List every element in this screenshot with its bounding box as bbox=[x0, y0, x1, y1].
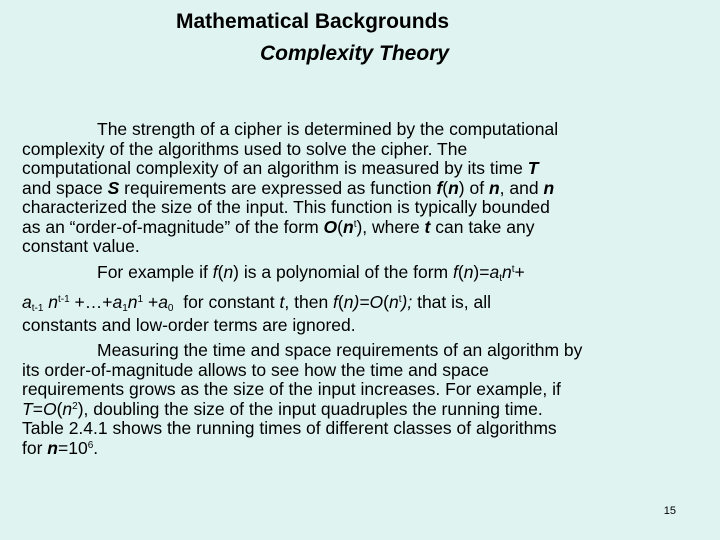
math-symbol: n bbox=[488, 177, 500, 198]
math-symbol: n bbox=[448, 177, 459, 198]
text-run: )= bbox=[473, 261, 490, 282]
math-symbol: O bbox=[323, 216, 338, 237]
paragraph-line: complexity of the algorithms used to solve the cipher. The bbox=[22, 138, 468, 159]
math-symbol: n bbox=[127, 292, 138, 312]
math-symbol: n bbox=[343, 292, 354, 312]
text-run: computational complexity of an algorithm is measured by its time bbox=[22, 158, 528, 178]
math-symbol: )= bbox=[353, 292, 370, 312]
text-run: +…+ bbox=[69, 292, 113, 312]
math-symbol: O bbox=[369, 292, 384, 312]
text-run: for constant bbox=[173, 292, 280, 312]
math-symbol: O bbox=[42, 398, 57, 419]
math-symbol: n bbox=[463, 261, 474, 282]
text-run: ), where bbox=[356, 216, 425, 237]
math-symbol: n bbox=[342, 216, 354, 237]
text-run: =10 bbox=[58, 437, 88, 458]
math-symbol: S bbox=[107, 177, 120, 198]
subscript: 1 bbox=[122, 303, 128, 314]
text-run: = bbox=[32, 398, 43, 419]
math-symbol: a bbox=[22, 292, 32, 312]
paragraph-line bbox=[22, 439, 702, 459]
paragraph-line bbox=[22, 218, 702, 238]
paragraph-1 bbox=[22, 120, 702, 257]
math-symbol: n bbox=[502, 261, 512, 282]
page-number: 15 bbox=[663, 505, 676, 517]
text-run: for bbox=[22, 437, 48, 458]
paragraph-line bbox=[22, 400, 702, 420]
superscript: t bbox=[353, 218, 357, 230]
paragraph-line: requirements grows as the size of the input increases. For example, if bbox=[22, 379, 561, 399]
text-run: can take any bbox=[430, 216, 535, 237]
text-run: + bbox=[143, 292, 159, 312]
text-run: ) of bbox=[458, 177, 489, 198]
math-symbol: t bbox=[424, 216, 431, 237]
paragraph-line bbox=[22, 293, 702, 313]
paragraph-line: Table 2.4.1 shows the running times of different classes of algorithms bbox=[22, 418, 557, 438]
subscript: 0 bbox=[167, 303, 174, 314]
math-symbol: a bbox=[489, 261, 500, 282]
text-run: ), doubling the size of the input quadruples the running time. bbox=[77, 398, 543, 419]
math-symbol: T bbox=[527, 158, 539, 178]
paragraph-3 bbox=[22, 341, 702, 458]
text-run: ( bbox=[457, 261, 464, 282]
math-symbol: n bbox=[389, 292, 399, 312]
text-run: , then bbox=[284, 292, 334, 312]
text-run: ( bbox=[337, 216, 343, 237]
superscript: 6 bbox=[87, 439, 94, 451]
paragraph-line bbox=[22, 179, 702, 199]
text-run: For example if bbox=[97, 261, 213, 282]
superscript: t bbox=[511, 263, 515, 275]
subscript: t-1 bbox=[31, 303, 44, 314]
paragraph-line bbox=[22, 263, 702, 283]
text-run: , and bbox=[499, 177, 544, 198]
text-run: that is, all bbox=[412, 292, 492, 312]
math-symbol: T bbox=[22, 398, 33, 419]
superscript: t-1 bbox=[58, 294, 70, 305]
math-symbol: f bbox=[436, 177, 443, 198]
subscript: t bbox=[499, 272, 502, 284]
text-run: ( bbox=[56, 398, 63, 419]
math-symbol: n bbox=[43, 292, 59, 312]
text-run: ( bbox=[217, 261, 224, 282]
math-symbol: ); bbox=[401, 292, 413, 312]
superscript: t bbox=[398, 294, 402, 305]
text-run: . bbox=[93, 437, 99, 458]
paragraph-line: constants and low-order terms are ignored. bbox=[22, 314, 356, 335]
text-run: + bbox=[514, 261, 525, 282]
math-symbol: n bbox=[223, 261, 234, 282]
slide-subtitle: Complexity Theory bbox=[260, 42, 450, 65]
math-symbol: f bbox=[212, 261, 218, 282]
math-symbol: n bbox=[47, 437, 58, 458]
paragraph-line: constant value. bbox=[22, 236, 140, 256]
text-run: ( bbox=[337, 292, 344, 312]
paragraph-line: its order-of-magnitude allows to see how the time and space bbox=[22, 359, 489, 380]
paragraph-line: characterized the size of the input. This function is typically bounded bbox=[22, 197, 550, 217]
math-symbol: n bbox=[543, 177, 555, 198]
text-run: as an “order-of-magnitude” of the form bbox=[22, 216, 324, 237]
slide-body bbox=[22, 120, 702, 458]
text-run: requirements are expressed as function bbox=[119, 177, 437, 198]
paragraph-2 bbox=[22, 263, 702, 336]
math-symbol: a bbox=[112, 292, 123, 312]
paragraph-line bbox=[22, 159, 702, 179]
paragraph-line: The strength of a cipher is determined by the computational bbox=[97, 119, 559, 139]
text-run: and space bbox=[22, 177, 108, 198]
math-symbol: n bbox=[62, 398, 73, 419]
text-run: ( bbox=[442, 177, 449, 198]
slide-title: Mathematical Backgrounds bbox=[176, 10, 450, 33]
text-run: ( bbox=[383, 292, 389, 312]
paragraph-line: Measuring the time and space requirements of an algorithm by bbox=[97, 340, 583, 360]
math-symbol: f bbox=[452, 261, 458, 282]
superscript: 2 bbox=[72, 400, 78, 412]
superscript: 1 bbox=[137, 294, 144, 305]
math-symbol: a bbox=[158, 292, 168, 312]
math-symbol: f bbox=[333, 292, 338, 312]
math-symbol: t bbox=[279, 292, 285, 312]
text-run: ) is a polynomial of the form bbox=[233, 261, 453, 282]
